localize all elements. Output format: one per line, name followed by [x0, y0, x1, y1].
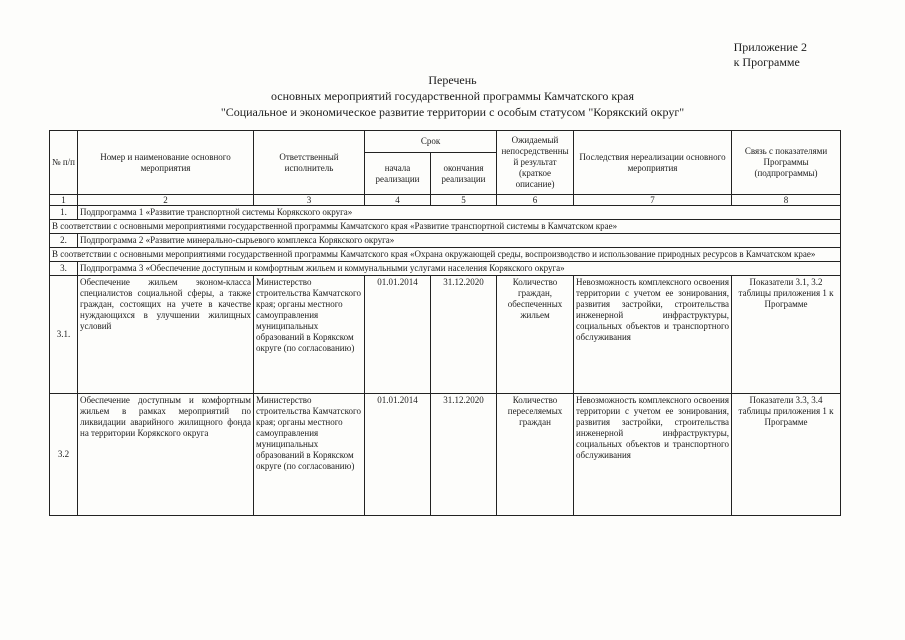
- subprogram-num: 1.: [50, 206, 78, 220]
- column-numbers-row: [50, 195, 841, 206]
- subprogram-num: 3.: [50, 262, 78, 276]
- row-link: Показатели 3.3, 3.4 таблицы приложения 1 к Программе: [732, 394, 841, 516]
- row-name: Обеспечение жильем эконом-класса специалистов социальной сферы, а также граждан, состоящих на учете в качестве нуждающихся в улучшении жилищных условий: [78, 276, 254, 394]
- col-number: 2: [78, 195, 254, 206]
- row-num: 3.1.: [50, 276, 78, 394]
- subprogram-title: Подпрограмма 3 «Обеспечение доступным и комфортным жильем и коммунальными услугами населения Корякского округа»: [78, 262, 841, 276]
- subprogram-note: В соответствии с основными мероприятиями государственной программы Камчатского края «Развитие транспортной системы в Камчатском крае»: [50, 220, 841, 234]
- col-number: 1: [50, 195, 78, 206]
- header-executor: Ответственный исполнитель: [254, 131, 365, 195]
- subprogram-row: [50, 262, 841, 276]
- subprogram-title: Подпрограмма 1 «Развитие транспортной системы Корякского округа»: [78, 206, 841, 220]
- header-num: № п/п: [50, 131, 78, 195]
- subprogram-title: Подпрограмма 2 «Развитие минерально-сырьевого комплекса Корякского округа»: [78, 234, 841, 248]
- row-result: Количество граждан, обеспеченных жильем: [497, 276, 574, 394]
- measures-table: [49, 130, 841, 516]
- document-title: [0, 72, 905, 120]
- header-end: окончания реализации: [431, 153, 497, 195]
- header-consequences: Последствия нереализации основного мероприятия: [574, 131, 732, 195]
- annex-line-2: к Программе: [733, 55, 800, 69]
- col-number: 5: [431, 195, 497, 206]
- row-num: 3.2: [50, 394, 78, 516]
- subprogram-row: [50, 206, 841, 220]
- subprogram-num: 2.: [50, 234, 78, 248]
- row-end: 31.12.2020: [431, 276, 497, 394]
- table-row: [50, 394, 841, 516]
- row-name: Обеспечение доступным и комфортным жильем в рамках мероприятий по ликвидации аварийного жилищного фонда на территории Корякского округа: [78, 394, 254, 516]
- row-executor: Министерство строительства Камчатского края; органы местного самоуправления муниципальных образований в Корякском округе (по согласованию): [254, 276, 365, 394]
- col-number: 3: [254, 195, 365, 206]
- table-row: [50, 276, 841, 394]
- row-end: 31.12.2020: [431, 394, 497, 516]
- row-consequences: Невозможность комплексного освоения территории с учетом ее зонирования, развития застройки, строительства инженерной инфраструктуры, социальных объектов и транспортного обслуживания: [574, 394, 732, 516]
- subprogram-note-row: [50, 220, 841, 234]
- subprogram-note-row: [50, 248, 841, 262]
- header-name: Номер и наименование основного мероприятия: [78, 131, 254, 195]
- header-start: начала реализации: [365, 153, 431, 195]
- header-result: Ожидаемый непосредственны й результат (краткое описание): [497, 131, 574, 195]
- annex-line-1: Приложение 2: [733, 40, 807, 54]
- title-line-3: "Социальное и экономическое развитие территории с особым статусом "Корякский округ": [220, 105, 685, 119]
- row-link: Показатели 3.1, 3.2 таблицы приложения 1 к Программе: [732, 276, 841, 394]
- row-result: Количество переселяемых граждан: [497, 394, 574, 516]
- header-term: Срок: [365, 131, 497, 153]
- subprogram-row: [50, 234, 841, 248]
- col-number: 4: [365, 195, 431, 206]
- title-line-2: основных мероприятий государственной программы Камчатского края: [270, 89, 635, 103]
- row-executor: Министерство строительства Камчатского края; органы местного самоуправления муниципальных образований в Корякском округе (по согласованию): [254, 394, 365, 516]
- subprogram-note: В соответствии с основными мероприятиями государственной программы Камчатского края «Охрана окружающей среды, воспроизводство и использование природных ресурсов в Камчатском крае»: [50, 248, 841, 262]
- col-number: 6: [497, 195, 574, 206]
- annex-label: [734, 40, 807, 70]
- row-start: 01.01.2014: [365, 394, 431, 516]
- col-number: 8: [732, 195, 841, 206]
- row-start: 01.01.2014: [365, 276, 431, 394]
- header-link: Связь с показателями Программы (подпрограммы): [732, 131, 841, 195]
- col-number: 7: [574, 195, 732, 206]
- row-consequences: Невозможность комплексного освоения территории с учетом ее зонирования, развития застройки, строительства инженерной инфраструктуры, социальных объектов и транспортного обслуживания: [574, 276, 732, 394]
- title-line-1: Перечень: [428, 73, 477, 87]
